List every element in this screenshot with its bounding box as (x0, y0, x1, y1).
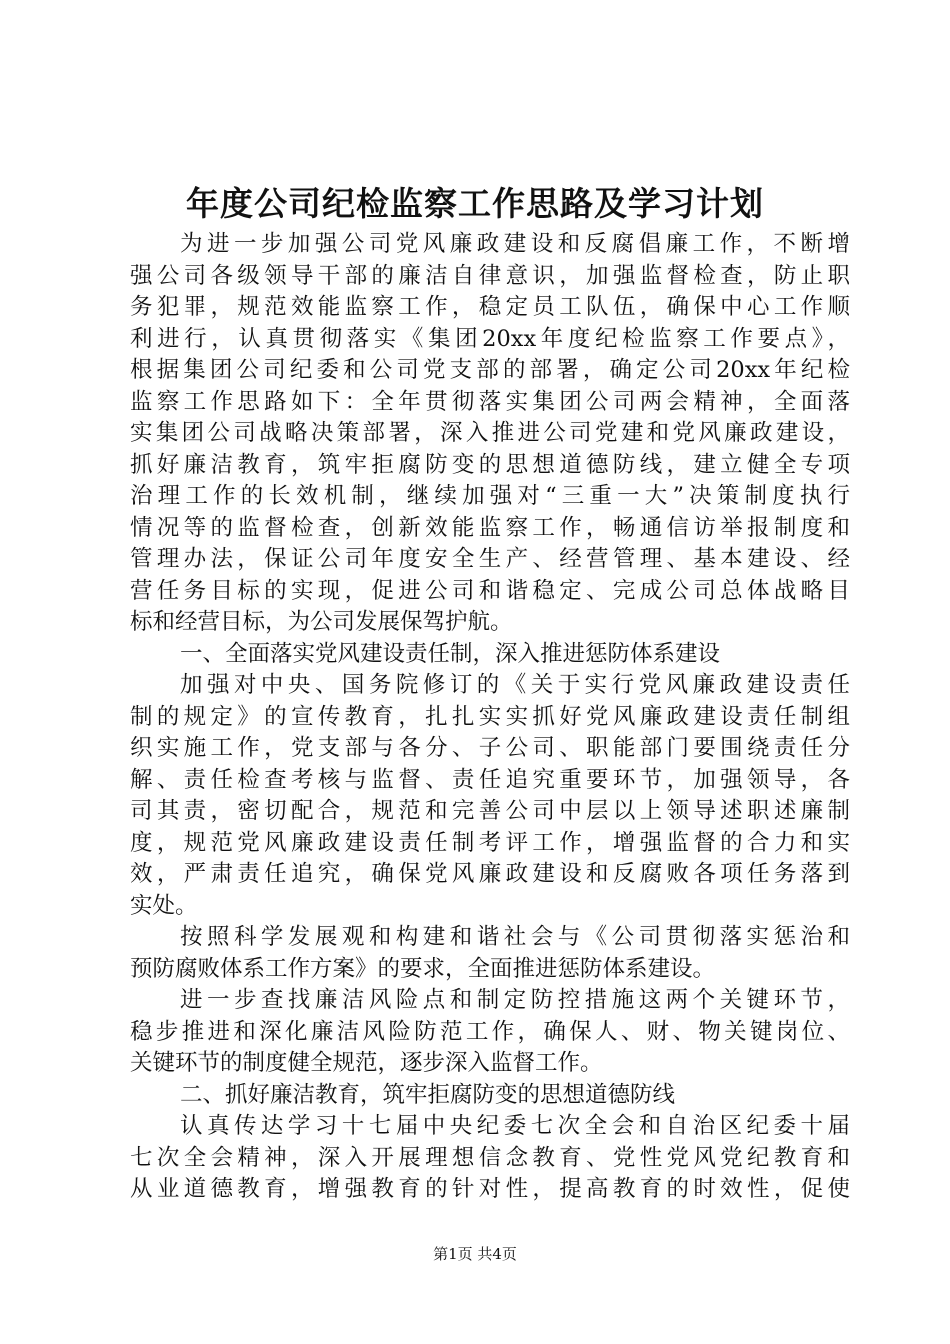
text-line: 实处。 (130, 892, 198, 919)
text-line: 度，规范党风廉政建设责任制考评工作，增强监督的合力和实 (130, 829, 850, 856)
text-line: 根据集团公司纪委和公司党支部的部署，确定公司20xx年纪检 (130, 357, 850, 383)
text-line: 七次全会精神，深入开展理想信念教育、党性党风党纪教育和 (130, 1144, 850, 1171)
text-line: 为进一步加强公司党风廉政建设和反腐倡廉工作，不断增 (180, 231, 850, 257)
text-line: 务犯罪，规范效能监察工作，稳定员工队伍，确保中心工作顺 (130, 294, 850, 320)
page-footer: 第1页 共4页 (433, 1245, 517, 1263)
text-line: 情况等的监督检查，创新效能监察工作，畅通信访举报制度和 (130, 514, 850, 541)
text-line: 关键环节的制度健全规范，逐步深入监督工作。 (130, 1050, 603, 1076)
text-line: 司其责，密切配合，规范和完善公司中层以上领导述职述廉制 (130, 798, 850, 824)
text-line: 标和经营目标，为公司发展保驾护航。 (130, 609, 513, 635)
text-line: 稳步推进和深化廉洁风险防范工作，确保人、财、物关键岗位、 (130, 1018, 850, 1045)
text-line: 织实施工作，党支部与各分、子公司、职能部门要围绕责任分 (130, 735, 850, 761)
text-line: 按照科学发展观和构建和谐社会与《公司贯彻落实惩治和 (180, 924, 850, 950)
text-line: 加强对中央、国务院修订的《关于实行党风廉政建设责任 (180, 672, 850, 698)
text-line: 监察工作思路如下：全年贯彻落实集团公司两会精神，全面落 (130, 388, 850, 415)
document-body (130, 229, 850, 1206)
text-line: 营任务目标的实现，促进公司和谐稳定、完成公司总体战略目 (130, 577, 850, 604)
document-title: 年度公司纪检监察工作思路及学习计划 (186, 184, 764, 223)
text-line: 从业道德教育，增强教育的针对性，提高教育的时效性，促使 (130, 1176, 850, 1202)
text-line: 管理办法，保证公司年度安全生产、经营管理、基本建设、经 (130, 546, 850, 572)
text-line: 认真传达学习十七届中央纪委七次全会和自治区纪委十届 (180, 1113, 850, 1139)
text-line: 实集团公司战略决策部署，深入推进公司党建和党风廉政建设， (130, 420, 850, 446)
text-line: 解、责任检查考核与监督、责任追究重要环节，加强领导，各 (130, 766, 850, 793)
text-line: 二、抓好廉洁教育，筑牢拒腐防变的思想道德防线 (180, 1081, 676, 1108)
text-line: 一、全面落实党风建设责任制，深入推进惩防体系建设 (180, 640, 721, 667)
text-line: 强公司各级领导干部的廉洁自律意识，加强监督检查，防止职 (130, 262, 850, 289)
text-line: 效，严肃责任追究，确保党风廉政建设和反腐败各项任务落到 (130, 861, 850, 887)
text-line: 进一步查找廉洁风险点和制定防控措施这两个关键环节， (180, 987, 850, 1013)
text-line: 制的规定》的宣传教育，扎扎实实抓好党风廉政建设责任制组 (130, 703, 850, 730)
text-line: 预防腐败体系工作方案》的要求，全面推进惩防体系建设。 (130, 955, 716, 982)
text-line: 治理工作的长效机制，继续加强对“三重一大”决策制度执行 (130, 483, 850, 509)
text-line: 抓好廉洁教育，筑牢拒腐防变的思想道德防线，建立健全专项 (130, 451, 850, 478)
text-line: 利进行，认真贯彻落实《集团20xx年度纪检监察工作要点》， (130, 325, 850, 352)
